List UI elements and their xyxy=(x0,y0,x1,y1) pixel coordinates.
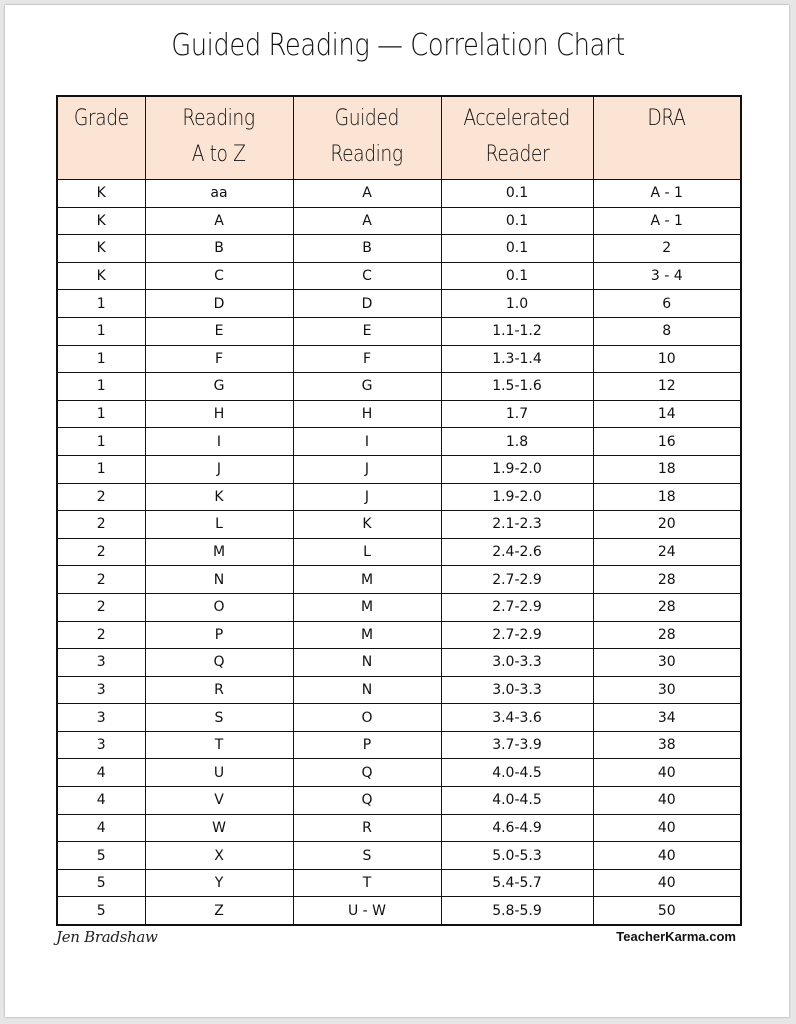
cell-accelerated-reader: 1.9-2.0 xyxy=(441,483,593,511)
cell-reading-a-to-z: D xyxy=(145,290,293,318)
cell-grade: 3 xyxy=(57,704,145,732)
cell-reading-a-to-z: S xyxy=(145,704,293,732)
cell-reading-a-to-z: F xyxy=(145,345,293,373)
cell-accelerated-reader: 2.1-2.3 xyxy=(441,511,593,539)
cell-dra: 28 xyxy=(593,621,741,649)
cell-dra: 12 xyxy=(593,373,741,401)
cell-reading-a-to-z: N xyxy=(145,566,293,594)
cell-dra: 18 xyxy=(593,455,741,483)
cell-guided-reading: F xyxy=(293,345,441,373)
table-row xyxy=(57,538,741,566)
cell-reading-a-to-z: X xyxy=(145,842,293,870)
column-header-dra xyxy=(593,96,741,180)
cell-guided-reading: J xyxy=(293,483,441,511)
table-row xyxy=(57,842,741,870)
column-header-line: Reading xyxy=(182,106,256,131)
cell-grade: 1 xyxy=(57,317,145,345)
column-header-line: Reading xyxy=(330,142,404,167)
table-row xyxy=(57,317,741,345)
header-row xyxy=(57,96,741,180)
cell-grade: K xyxy=(57,207,145,235)
cell-accelerated-reader: 1.3-1.4 xyxy=(441,345,593,373)
cell-accelerated-reader: 2.7-2.9 xyxy=(441,593,593,621)
cell-dra: 24 xyxy=(593,538,741,566)
cell-dra: 10 xyxy=(593,345,741,373)
cell-guided-reading: A xyxy=(293,207,441,235)
cell-accelerated-reader: 3.0-3.3 xyxy=(441,676,593,704)
table-body xyxy=(57,180,741,926)
cell-grade: 4 xyxy=(57,787,145,815)
column-header-reading-a-to-z xyxy=(145,96,293,180)
page-title: Guided Reading — Correlation Chart xyxy=(171,28,625,63)
cell-dra: 30 xyxy=(593,649,741,677)
cell-dra: 40 xyxy=(593,787,741,815)
table-row xyxy=(57,731,741,759)
column-header-guided-reading xyxy=(293,96,441,180)
table-row xyxy=(57,814,741,842)
table-row xyxy=(57,869,741,897)
column-header-line: A to Z xyxy=(192,142,246,167)
cell-dra: 2 xyxy=(593,235,741,263)
table-row xyxy=(57,400,741,428)
cell-dra: 40 xyxy=(593,842,741,870)
cell-guided-reading: I xyxy=(293,428,441,456)
cell-guided-reading: K xyxy=(293,511,441,539)
cell-reading-a-to-z: J xyxy=(145,455,293,483)
table-row xyxy=(57,290,741,318)
cell-dra: 28 xyxy=(593,566,741,594)
cell-accelerated-reader: 1.8 xyxy=(441,428,593,456)
cell-reading-a-to-z: V xyxy=(145,787,293,815)
cell-grade: 1 xyxy=(57,428,145,456)
cell-dra: 18 xyxy=(593,483,741,511)
cell-dra: 34 xyxy=(593,704,741,732)
cell-guided-reading: H xyxy=(293,400,441,428)
cell-grade: K xyxy=(57,235,145,263)
cell-guided-reading: A xyxy=(293,180,441,208)
cell-reading-a-to-z: Y xyxy=(145,869,293,897)
cell-guided-reading: D xyxy=(293,290,441,318)
cell-accelerated-reader: 3.7-3.9 xyxy=(441,731,593,759)
cell-accelerated-reader: 0.1 xyxy=(441,235,593,263)
cell-reading-a-to-z: W xyxy=(145,814,293,842)
cell-grade: 3 xyxy=(57,649,145,677)
cell-guided-reading: C xyxy=(293,262,441,290)
cell-guided-reading: Q xyxy=(293,759,441,787)
column-header-line: Grade xyxy=(73,106,129,131)
cell-dra: 40 xyxy=(593,759,741,787)
cell-guided-reading: R xyxy=(293,814,441,842)
cell-accelerated-reader: 5.4-5.7 xyxy=(441,869,593,897)
table-row xyxy=(57,207,741,235)
table-row xyxy=(57,428,741,456)
cell-reading-a-to-z: P xyxy=(145,621,293,649)
table-row xyxy=(57,676,741,704)
table-row xyxy=(57,345,741,373)
cell-dra: 40 xyxy=(593,814,741,842)
cell-accelerated-reader: 4.6-4.9 xyxy=(441,814,593,842)
column-header-line: Guided xyxy=(334,106,400,131)
cell-accelerated-reader: 3.0-3.3 xyxy=(441,649,593,677)
cell-dra: 3 - 4 xyxy=(593,262,741,290)
cell-guided-reading: M xyxy=(293,593,441,621)
cell-guided-reading: M xyxy=(293,566,441,594)
cell-guided-reading: O xyxy=(293,704,441,732)
cell-accelerated-reader: 2.7-2.9 xyxy=(441,621,593,649)
cell-dra: 6 xyxy=(593,290,741,318)
cell-accelerated-reader: 0.1 xyxy=(441,207,593,235)
cell-accelerated-reader: 2.7-2.9 xyxy=(441,566,593,594)
cell-dra: 30 xyxy=(593,676,741,704)
cell-grade: 5 xyxy=(57,842,145,870)
cell-dra: 40 xyxy=(593,869,741,897)
cell-grade: 5 xyxy=(57,897,145,925)
cell-grade: 2 xyxy=(57,621,145,649)
cell-guided-reading: S xyxy=(293,842,441,870)
table-row xyxy=(57,180,741,208)
cell-guided-reading: E xyxy=(293,317,441,345)
cell-guided-reading: G xyxy=(293,373,441,401)
cell-reading-a-to-z: O xyxy=(145,593,293,621)
cell-grade: 4 xyxy=(57,814,145,842)
cell-accelerated-reader: 4.0-4.5 xyxy=(441,759,593,787)
cell-grade: 3 xyxy=(57,676,145,704)
cell-dra: A - 1 xyxy=(593,207,741,235)
cell-reading-a-to-z: Z xyxy=(145,897,293,925)
table-row xyxy=(57,704,741,732)
cell-reading-a-to-z: M xyxy=(145,538,293,566)
cell-dra: 16 xyxy=(593,428,741,456)
cell-dra: A - 1 xyxy=(593,180,741,208)
column-header-line: DRA xyxy=(647,106,686,131)
table-row xyxy=(57,483,741,511)
table-row xyxy=(57,787,741,815)
table-row xyxy=(57,455,741,483)
cell-grade: 2 xyxy=(57,593,145,621)
cell-accelerated-reader: 4.0-4.5 xyxy=(441,787,593,815)
table-row xyxy=(57,759,741,787)
cell-accelerated-reader: 2.4-2.6 xyxy=(441,538,593,566)
cell-accelerated-reader: 1.5-1.6 xyxy=(441,373,593,401)
cell-guided-reading: M xyxy=(293,621,441,649)
cell-reading-a-to-z: B xyxy=(145,235,293,263)
cell-grade: K xyxy=(57,262,145,290)
table-row xyxy=(57,566,741,594)
cell-grade: 1 xyxy=(57,345,145,373)
cell-dra: 50 xyxy=(593,897,741,925)
cell-reading-a-to-z: E xyxy=(145,317,293,345)
cell-accelerated-reader: 1.7 xyxy=(441,400,593,428)
table-row xyxy=(57,511,741,539)
cell-reading-a-to-z: I xyxy=(145,428,293,456)
table-row xyxy=(57,262,741,290)
cell-reading-a-to-z: aa xyxy=(145,180,293,208)
author-signature: Jen Bradshaw xyxy=(56,928,158,946)
cell-reading-a-to-z: A xyxy=(145,207,293,235)
table-row xyxy=(57,235,741,263)
cell-dra: 14 xyxy=(593,400,741,428)
cell-guided-reading: N xyxy=(293,676,441,704)
cell-accelerated-reader: 3.4-3.6 xyxy=(441,704,593,732)
site-credit: TeacherKarma.com xyxy=(616,929,736,944)
cell-grade: 3 xyxy=(57,731,145,759)
column-header-line: Accelerated xyxy=(463,106,571,131)
cell-accelerated-reader: 5.8-5.9 xyxy=(441,897,593,925)
cell-grade: 1 xyxy=(57,455,145,483)
cell-accelerated-reader: 0.1 xyxy=(441,262,593,290)
cell-guided-reading: T xyxy=(293,869,441,897)
cell-grade: 1 xyxy=(57,373,145,401)
table-row xyxy=(57,649,741,677)
cell-guided-reading: N xyxy=(293,649,441,677)
cell-accelerated-reader: 0.1 xyxy=(441,180,593,208)
column-header-grade xyxy=(57,96,145,180)
cell-guided-reading: L xyxy=(293,538,441,566)
cell-grade: 2 xyxy=(57,566,145,594)
cell-reading-a-to-z: C xyxy=(145,262,293,290)
cell-reading-a-to-z: G xyxy=(145,373,293,401)
table-row xyxy=(57,373,741,401)
cell-accelerated-reader: 1.9-2.0 xyxy=(441,455,593,483)
cell-reading-a-to-z: K xyxy=(145,483,293,511)
cell-grade: 2 xyxy=(57,483,145,511)
column-header-accelerated-reader xyxy=(441,96,593,180)
cell-grade: 2 xyxy=(57,511,145,539)
table-row xyxy=(57,897,741,925)
cell-accelerated-reader: 1.0 xyxy=(441,290,593,318)
cell-reading-a-to-z: H xyxy=(145,400,293,428)
correlation-table xyxy=(56,95,742,926)
cell-reading-a-to-z: Q xyxy=(145,649,293,677)
cell-reading-a-to-z: T xyxy=(145,731,293,759)
cell-dra: 28 xyxy=(593,593,741,621)
cell-grade: K xyxy=(57,180,145,208)
cell-grade: 1 xyxy=(57,400,145,428)
cell-dra: 20 xyxy=(593,511,741,539)
cell-grade: 1 xyxy=(57,290,145,318)
table-row xyxy=(57,621,741,649)
column-header-line: Reader xyxy=(485,142,549,167)
table-row xyxy=(57,593,741,621)
cell-guided-reading: P xyxy=(293,731,441,759)
cell-grade: 5 xyxy=(57,869,145,897)
cell-grade: 2 xyxy=(57,538,145,566)
cell-guided-reading: J xyxy=(293,455,441,483)
cell-dra: 8 xyxy=(593,317,741,345)
cell-guided-reading: B xyxy=(293,235,441,263)
cell-grade: 4 xyxy=(57,759,145,787)
cell-guided-reading: Q xyxy=(293,787,441,815)
cell-reading-a-to-z: U xyxy=(145,759,293,787)
cell-reading-a-to-z: L xyxy=(145,511,293,539)
cell-accelerated-reader: 1.1-1.2 xyxy=(441,317,593,345)
cell-dra: 38 xyxy=(593,731,741,759)
cell-guided-reading: U - W xyxy=(293,897,441,925)
cell-accelerated-reader: 5.0-5.3 xyxy=(441,842,593,870)
cell-reading-a-to-z: R xyxy=(145,676,293,704)
